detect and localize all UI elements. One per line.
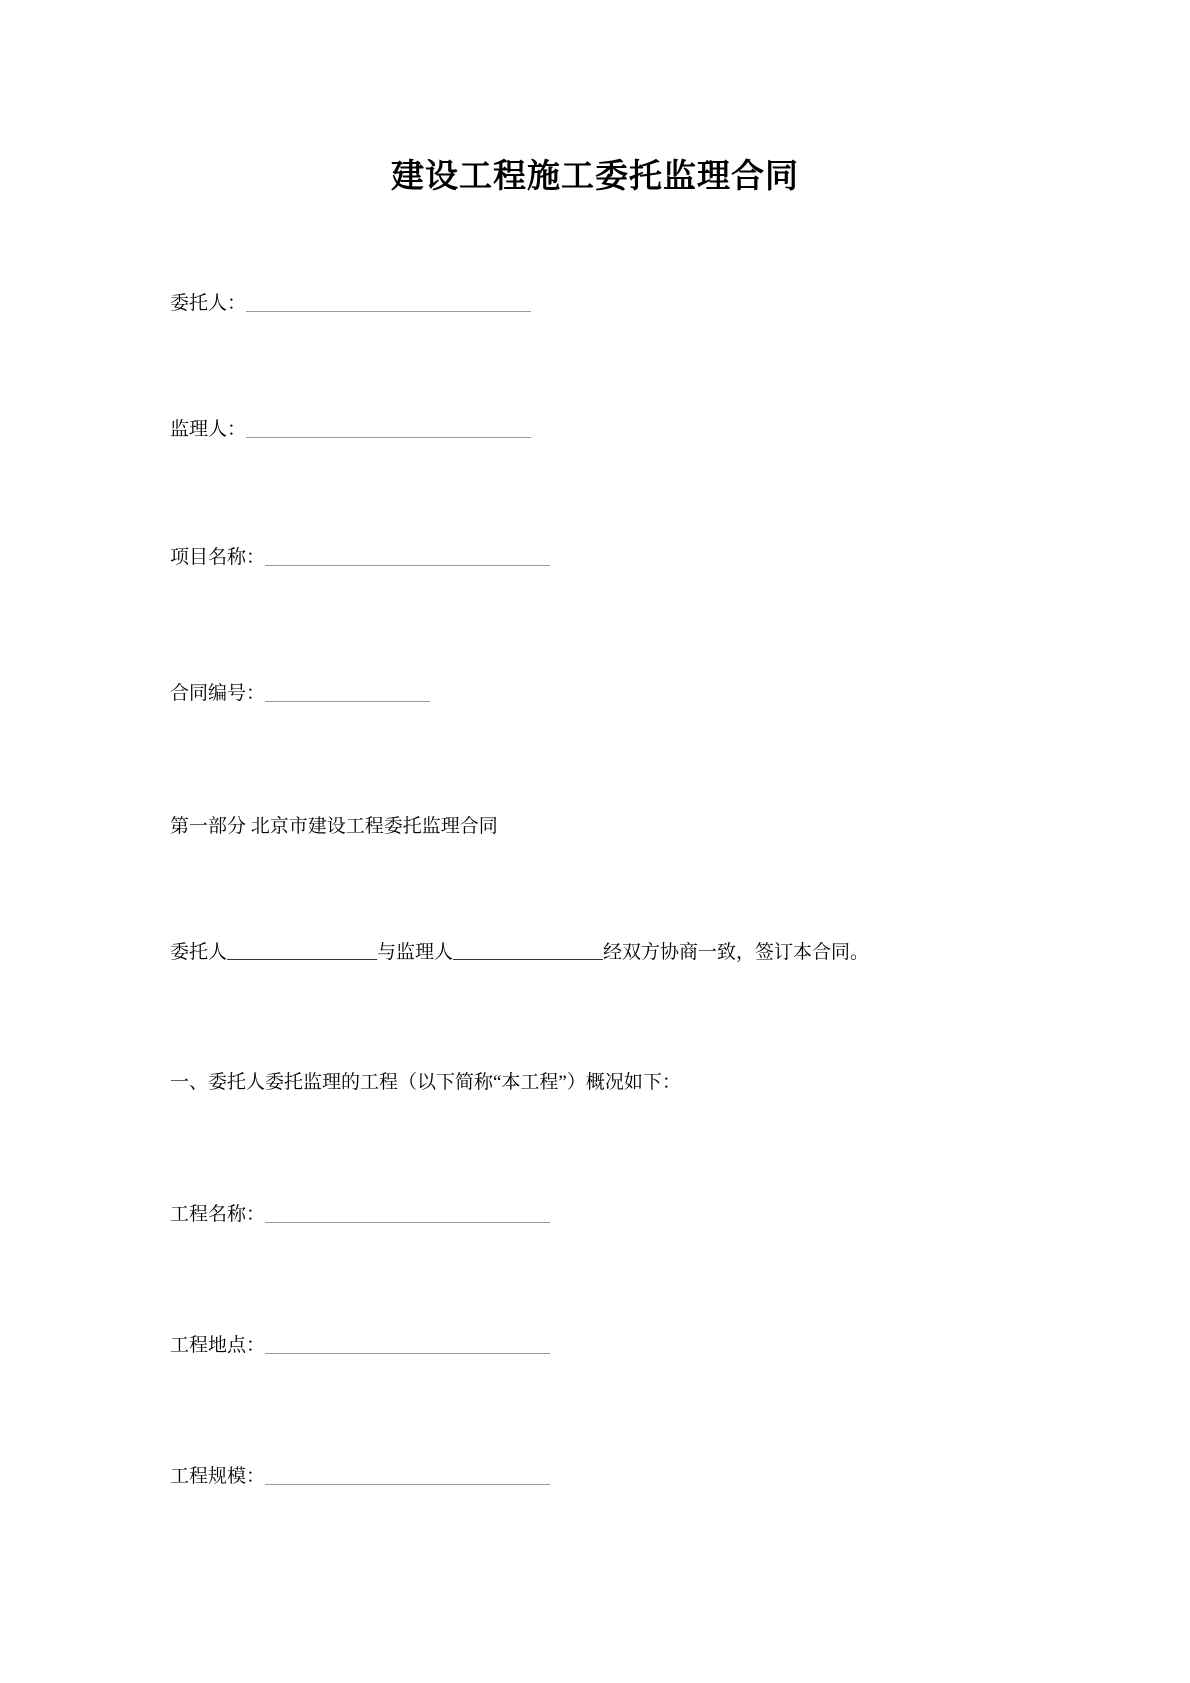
field-row-works-name <box>170 1201 1090 1229</box>
agreement-tail-text: 经双方协商一致，签订本合同。 <box>603 942 870 963</box>
field-label-supervisor: 监理人： <box>170 419 247 440</box>
field-blank-contract-number[interactable] <box>265 682 430 702</box>
field-blank-project-name[interactable] <box>265 546 550 566</box>
field-blank-entrustor[interactable] <box>246 292 531 312</box>
field-blank-works-name[interactable] <box>265 1203 550 1223</box>
field-blank-supervisor[interactable] <box>246 418 531 438</box>
field-label-entrustor: 委托人： <box>170 293 247 314</box>
page-title: 建设工程施工委托监理合同 <box>391 156 799 195</box>
field-row-contract-number <box>170 680 1090 708</box>
field-label-works-location: 工程地点： <box>170 1335 266 1356</box>
document-body <box>0 290 1190 1491</box>
field-label-contract-number: 合同编号： <box>170 683 266 704</box>
agreement-middle-text: 与监理人 <box>377 942 454 963</box>
agreement-sentence <box>170 938 1090 968</box>
field-blank-works-scale[interactable] <box>265 1465 550 1485</box>
clause-one-text: 一、委托人委托监理的工程（以下简称“本工程”）概况如下： <box>170 1072 681 1093</box>
agreement-blank-entrustor[interactable] <box>227 942 377 960</box>
field-label-project-name: 项目名称： <box>170 547 266 568</box>
field-row-supervisor <box>170 416 1090 444</box>
agreement-lead-text: 委托人 <box>170 942 228 963</box>
section-heading-part-one: 第一部分 北京市建设工程委托监理合同 <box>170 816 498 837</box>
field-row-project-name <box>170 544 1090 572</box>
field-label-works-scale: 工程规模： <box>170 1466 266 1487</box>
field-row-works-location <box>170 1332 1090 1360</box>
field-blank-works-location[interactable] <box>265 1334 550 1354</box>
agreement-blank-supervisor[interactable] <box>453 942 603 960</box>
field-row-works-scale <box>170 1463 1090 1491</box>
field-row-entrustor <box>170 290 1090 318</box>
field-label-works-name: 工程名称： <box>170 1204 266 1225</box>
